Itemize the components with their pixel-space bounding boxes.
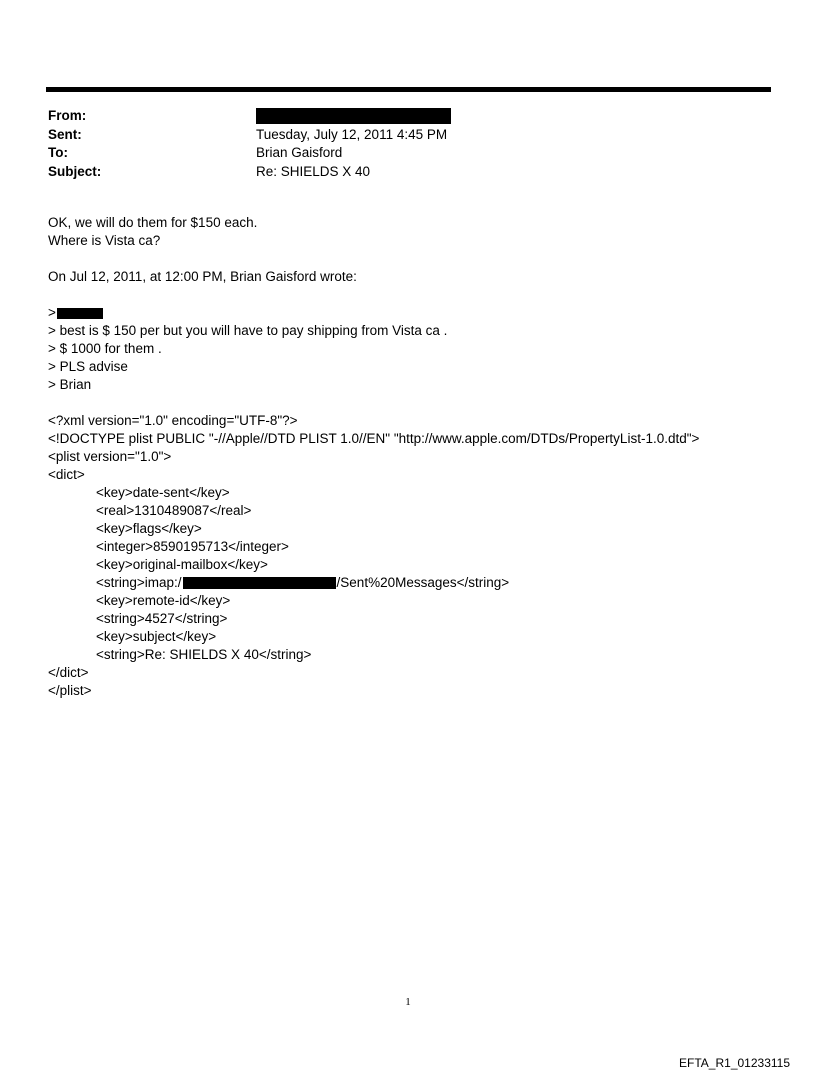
plist-xml-declaration: <?xml version="1.0" encoding="UTF-8"?>	[48, 413, 298, 428]
from-label: From:	[48, 108, 87, 123]
sent-label: Sent:	[48, 126, 82, 142]
email-header	[48, 107, 748, 181]
quote-intro: On Jul 12, 2011, at 12:00 PM, Brian Gaisford wrote:	[48, 269, 357, 284]
header-rule	[46, 87, 771, 92]
plist-string-subject: <string>Re: SHIELDS X 40</string>	[96, 647, 312, 662]
page-number: 1	[405, 996, 411, 1008]
plist-close: </plist>	[48, 683, 92, 698]
plist-key-remote-id: <key>remote-id</key>	[96, 593, 231, 608]
quote-line: > $ 1000 for them .	[48, 341, 162, 356]
subject-row	[48, 163, 748, 182]
plist-key-flags: <key>flags</key>	[96, 521, 202, 536]
redacted-greeting	[57, 308, 103, 319]
plist-doctype: <!DOCTYPE plist PUBLIC "-//Apple//DTD PLIST 1.0//EN" "http://www.apple.com/DTDs/PropertyList-1.0.dtd">	[48, 431, 700, 446]
plist-real-value: <real>1310489087</real>	[96, 503, 252, 518]
reply-line: Where is Vista ca?	[48, 233, 161, 248]
subject-label: Subject:	[48, 163, 102, 179]
plist-dict-open: <dict>	[48, 467, 85, 482]
to-value: Brian Gaisford	[256, 145, 343, 160]
subject-value: Re: SHIELDS X 40	[256, 163, 371, 179]
to-label: To:	[48, 145, 68, 160]
quote-line: > Brian	[48, 377, 92, 392]
document-id: EFTA_R1_01233115	[679, 1056, 790, 1070]
redacted-mailbox	[183, 577, 336, 589]
sent-value: Tuesday, July 12, 2011 4:45 PM	[256, 126, 448, 142]
reply-line: OK, we will do them for $150 each.	[48, 215, 258, 230]
plist-string-imap	[48, 574, 788, 592]
plist-string-remote-id: <string>4527</string>	[96, 611, 228, 626]
email-body	[48, 214, 788, 700]
quote-greeting	[48, 304, 788, 322]
redacted-sender	[256, 108, 451, 124]
from-row	[48, 107, 748, 126]
plist-key-date-sent: <key>date-sent</key>	[96, 485, 230, 500]
sent-row	[48, 126, 748, 145]
plist-dict-close: </dict>	[48, 665, 89, 680]
plist-key-subject: <key>subject</key>	[96, 629, 217, 644]
plist-open: <plist version="1.0">	[48, 449, 172, 464]
plist-integer-value: <integer>8590195713</integer>	[96, 539, 289, 554]
quote-line: > best is $ 150 per but you will have to pay shipping from Vista ca .	[48, 323, 448, 338]
to-row	[48, 144, 748, 163]
imap-prefix: <string>imap:/	[96, 575, 182, 590]
plist-key-original-mailbox: <key>original-mailbox</key>	[96, 557, 268, 572]
imap-suffix: /Sent%20Messages</string>	[336, 575, 510, 590]
quote-line: > PLS advise	[48, 359, 128, 374]
quote-marker: >	[48, 305, 56, 320]
